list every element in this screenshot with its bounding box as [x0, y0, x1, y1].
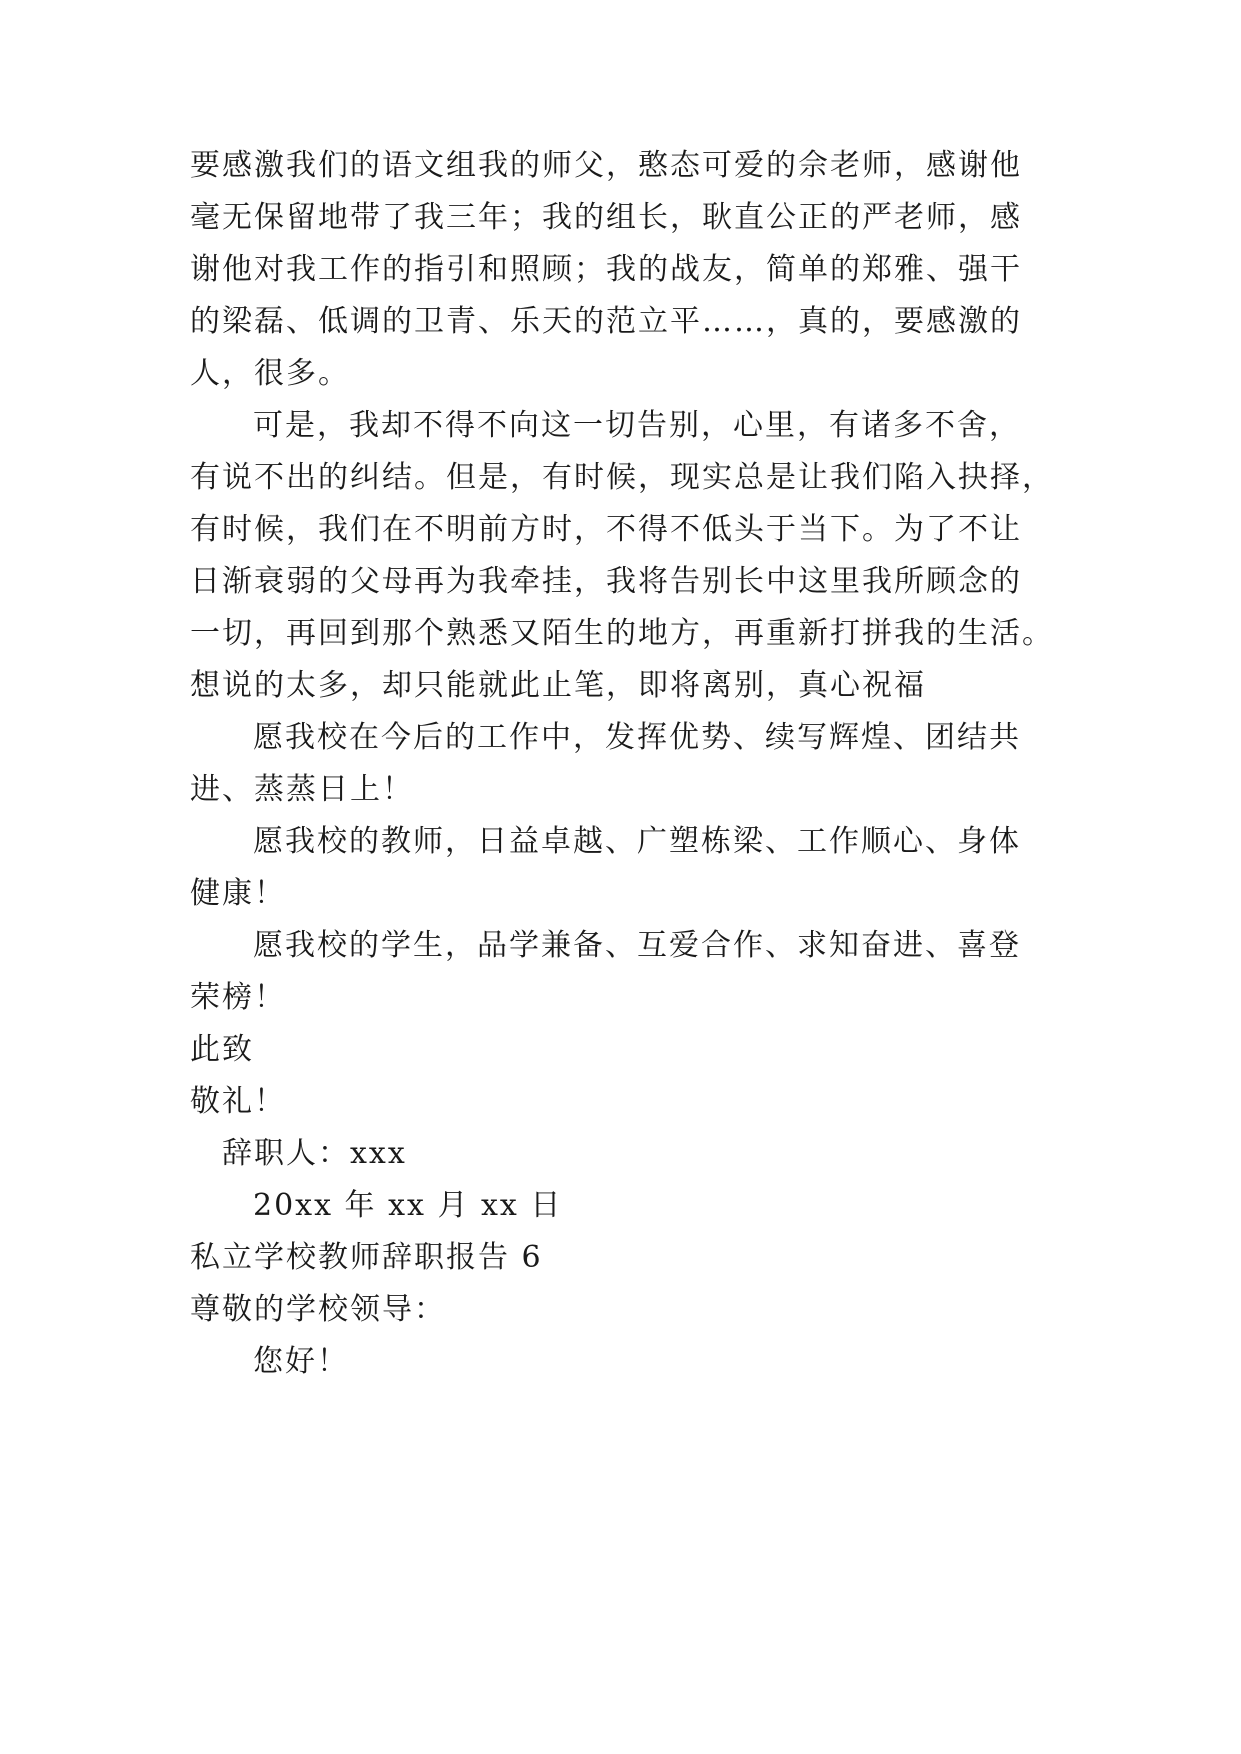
body-line: 荣榜！ — [190, 980, 286, 1015]
body-line: 要感激我们的语文组我的师父，憨态可爱的佘老师，感谢他 — [190, 148, 1022, 183]
wish-line: 愿我校的教师，日益卓越、广塑栋梁、工作顺心、身体 — [253, 824, 1021, 859]
body-line: 毫无保留地带了我三年；我的组长，耿直公正的严老师，感 — [190, 200, 1022, 235]
body-line: 谢他对我工作的指引和照顾；我的战友，简单的郑雅、强干 — [190, 252, 1022, 287]
body-line: 健康！ — [190, 876, 286, 911]
wish-line: 愿我校的学生，品学兼备、互爱合作、求知奋进、喜登 — [253, 928, 1021, 963]
signature-line: 辞职人：xxx — [222, 1136, 407, 1171]
closing-line: 此致 — [190, 1032, 254, 1067]
closing-salute: 敬礼！ — [190, 1084, 286, 1119]
wish-line: 愿我校在今后的工作中，发挥优势、续写辉煌、团结共 — [253, 720, 1021, 755]
body-line: 进、蒸蒸日上！ — [190, 772, 414, 807]
body-line: 日渐衰弱的父母再为我牵挂，我将告别长中这里我所顾念的 — [190, 564, 1022, 599]
body-line: 一切，再回到那个熟悉又陌生的地方，再重新打拼我的生活。 — [190, 616, 1054, 651]
greeting-line: 您好！ — [253, 1344, 349, 1379]
section-title: 私立学校教师辞职报告 6 — [190, 1240, 543, 1275]
paragraph-start-line: 可是，我却不得不向这一切告别，心里，有诸多不舍， — [253, 408, 1021, 443]
date-line: 20xx 年 xx 月 xx 日 — [253, 1188, 563, 1223]
body-line: 有说不出的纠结。但是，有时候，现实总是让我们陷入抉择， — [190, 460, 1054, 495]
salutation-line: 尊敬的学校领导： — [190, 1292, 446, 1327]
body-line: 的梁磊、低调的卫青、乐天的范立平……，真的，要感激的 — [190, 304, 1022, 339]
body-line: 人，很多。 — [190, 356, 350, 391]
body-line: 想说的太多，却只能就此止笔，即将离别，真心祝福 — [190, 668, 926, 703]
body-line: 有时候，我们在不明前方时，不得不低头于当下。为了不让 — [190, 512, 1022, 547]
